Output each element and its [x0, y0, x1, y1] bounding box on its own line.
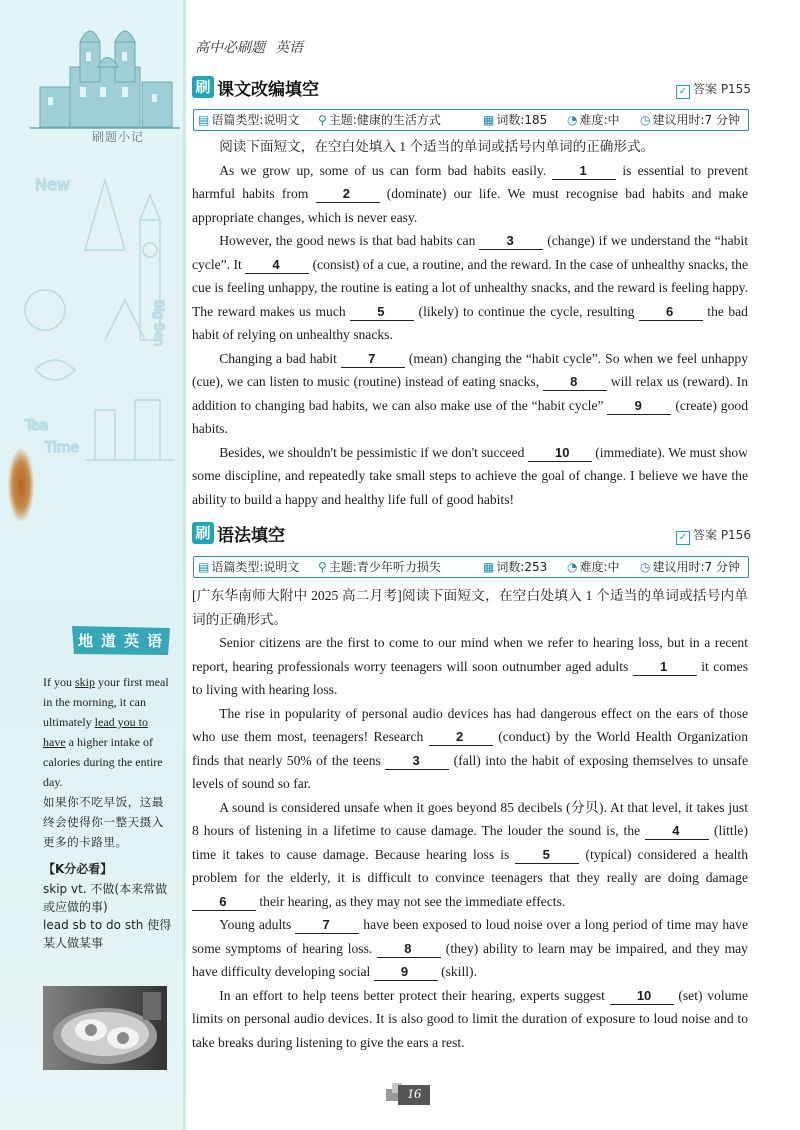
svg-text:New: New [35, 175, 70, 194]
section2-paragraph: A sound is considered unsafe when it goes beyond 85 decibels (分贝). At that level, it takes just 8 hours of listening in a lifetime to cause damage. The louder the sound is, the 4 (little) time it takes to cause damage. Because hearing loss is 5 (typical) considered a health problem for the elderly, it is difficult to convince teenagers that they really are doing damage 6 their hearing, as they may not see the immediate effects. [192, 799, 749, 909]
info-words: ▦ 词数:185 [483, 113, 548, 127]
section1-instruction: 阅读下面短文，在空白处填入 1 个适当的单词或括号内单词的正确形式。 [219, 139, 655, 154]
section2-heading [192, 522, 752, 550]
tag-label: 地道英语 [77, 632, 170, 650]
section1-answer-ref[interactable]: ✓ 答案 P155 [676, 80, 751, 99]
clock-icon: ◷ [640, 113, 651, 127]
section1-paragraph: Besides, we shouldn't be pessimistic if we don't succeed 10 (immediate). We must show some discipline, and repeatedly take small steps to achieve the goal of change. I believe we have the ability to build a happy and healthy life full of good habits! [192, 444, 749, 507]
info-theme: ⚲ 主题:青少年听力损失 [318, 560, 441, 574]
section1-heading [192, 76, 752, 104]
answer-blank[interactable]: 5 [515, 847, 579, 864]
answer-blank[interactable]: 4 [645, 823, 709, 840]
search-icon: ⚲ [318, 560, 327, 574]
answer-blank[interactable]: 4 [245, 257, 309, 274]
stain-mark [8, 448, 34, 522]
section2-article [192, 584, 748, 1054]
section2-paragraph: Young adults 7 have been exposed to loud noise over a long period of time may have some symptoms of hearing loss. 8 (they) ability to learn may be impaired, and they may have difficulty developing social 9 (skill). [192, 917, 748, 979]
tip-chinese: 如果你不吃早饭，这最终会使得你一整天摄入更多的卡路里。 [43, 795, 164, 849]
section1-title: 课文改编填空 [217, 80, 319, 100]
section2-instruction: [广东华南师大附中 2025 高二月考]阅读下面短文，在空白处填入 1 个适当的单词或括号内单词的正确形式。 [192, 588, 748, 627]
answer-blank[interactable]: 10 [528, 445, 592, 462]
answer-blank[interactable]: 3 [385, 753, 449, 770]
svg-text:Time: Time [45, 440, 80, 456]
castle-illustration [30, 12, 180, 132]
vocab-item: lead sb to do sth 使得某人做某事 [43, 918, 172, 950]
answer-blank[interactable]: 1 [633, 659, 697, 676]
info-type: ▤ 语篇类型:说明文 [198, 113, 300, 127]
answer-blank[interactable]: 8 [377, 941, 441, 958]
vocab-item: skip vt. 不做(本来常做或应做的事) [43, 882, 168, 914]
answer-blank[interactable]: 9 [374, 964, 438, 981]
section2-title: 语法填空 [217, 526, 285, 546]
document-icon: ▤ [198, 113, 210, 127]
svg-text:Big Ben: Big Ben [152, 300, 166, 347]
brush-icon: 刷 [192, 522, 214, 544]
vocab-title: 【K分必看】 [43, 862, 113, 876]
check-icon: ✓ [676, 531, 690, 545]
book-title: 高中必刷题 [195, 40, 265, 56]
answer-blank[interactable]: 1 [552, 163, 616, 180]
section1-paragraph: However, the good news is that bad habits can 3 (change) if we understand the “habit cycle”. It 4 (consist) of a cue, a routine, and the reward. In the case of unhealthy snacks, the cue is feeling unhappy, the routine is eating a lot of unhealthy snacks, and the reward is feeling happy. The reward makes us much 5 (likely) to continue the cycle, resulting 6 the bad habit of relying on unhealthy snacks. [192, 233, 748, 342]
section1-infobar [193, 109, 749, 131]
info-difficulty: ◔ 难度:中 [567, 113, 620, 127]
info-theme: ⚲ 主题:健康的生活方式 [318, 113, 441, 127]
vocab-block [43, 860, 175, 952]
section2-answer-ref[interactable]: ✓ 答案 P156 [676, 526, 751, 545]
sidebar [0, 0, 183, 1130]
section1-paragraph: As we grow up, some of us can form bad habits easily. 1 is essential to prevent harmful habits from 2 (dominate) our life. We must recognise bad habits and make appropriate changes, which is never easy. [192, 162, 748, 225]
page-number [386, 1083, 446, 1111]
answer-blank[interactable]: 9 [607, 398, 671, 415]
london-doodles [15, 160, 180, 490]
answer-blank[interactable]: 6 [192, 894, 256, 911]
answer-blank[interactable]: 2 [429, 729, 493, 746]
sidebar-caption: 刷题小记 [92, 130, 145, 144]
difficulty-icon: ◔ [567, 560, 578, 574]
book-header [195, 37, 313, 57]
breakfast-photo [43, 986, 167, 1070]
answer-blank[interactable]: 5 [350, 304, 414, 321]
search-icon: ⚲ [318, 113, 327, 127]
check-icon: ✓ [676, 85, 690, 99]
section2-paragraph: Senior citizens are the first to come to our mind when we refer to hearing loss, but in a recent report, hearing professionals worry teenagers will soon outnumber aged adults 1 it comes to living with hearing loss. [192, 635, 748, 697]
answer-blank[interactable]: 8 [543, 374, 607, 391]
word-count-icon: ▦ [483, 113, 495, 127]
section1-paragraph: Changing a bad habit 7 (mean) changing the “habit cycle”. So when we feel unhappy (cue), we can listen to music (routine) instead of eating snacks, 8 will relax us (reward). In addition to changing bad habits, we can also make use of the “habit cycle” 9 (create) good habits. [192, 350, 748, 436]
info-type: ▤ 语篇类型:说明文 [198, 560, 300, 574]
info-time: ◷ 建议用时:7 分钟 [640, 560, 740, 574]
page-number-label: 16 [398, 1085, 430, 1105]
answer-blank[interactable]: 3 [479, 233, 543, 250]
answer-blank[interactable]: 10 [610, 988, 674, 1005]
book-subject: 英语 [275, 40, 303, 56]
clock-icon: ◷ [640, 560, 651, 574]
section2-paragraph: In an effort to help teens better protect their hearing, experts suggest 10 (set) volume limits on personal audio devices. It is also good to limit the duration of exposure to loud noise and to take breaks during listening to give the ears a rest. [192, 987, 748, 1050]
info-time: ◷ 建议用时:7 分钟 [640, 113, 740, 127]
answer-blank[interactable]: 2 [316, 186, 380, 203]
info-words: ▦ 词数:253 [483, 560, 548, 574]
document-icon: ▤ [198, 560, 210, 574]
brush-icon: 刷 [192, 76, 214, 98]
info-difficulty: ◔ 难度:中 [567, 560, 620, 574]
idiomatic-english-tag [68, 624, 174, 658]
section2-paragraph: The rise in popularity of personal audio devices has had dangerous effect on the ears of those who use them most, teenagers! Research 2 (conduct) by the World Health Organization finds that nearly 50% of the teens 3 (fall) into the habit of exposing themselves to unsafe levels of sound so far. [192, 705, 748, 791]
tip-english: If you skip your first meal in the morning, it can ultimately lead you to have a higher intake of calories during the entire day. [43, 675, 169, 789]
answer-blank[interactable]: 7 [341, 351, 405, 368]
svg-text:Tea: Tea [25, 418, 49, 434]
answer-blank[interactable]: 7 [295, 917, 359, 934]
sidebar-edge [183, 0, 186, 1130]
answer-blank[interactable]: 6 [639, 304, 703, 321]
difficulty-icon: ◔ [567, 113, 578, 127]
tip-block [43, 672, 173, 852]
word-count-icon: ▦ [483, 560, 495, 574]
section1-article [192, 135, 748, 511]
section2-infobar [193, 556, 749, 578]
